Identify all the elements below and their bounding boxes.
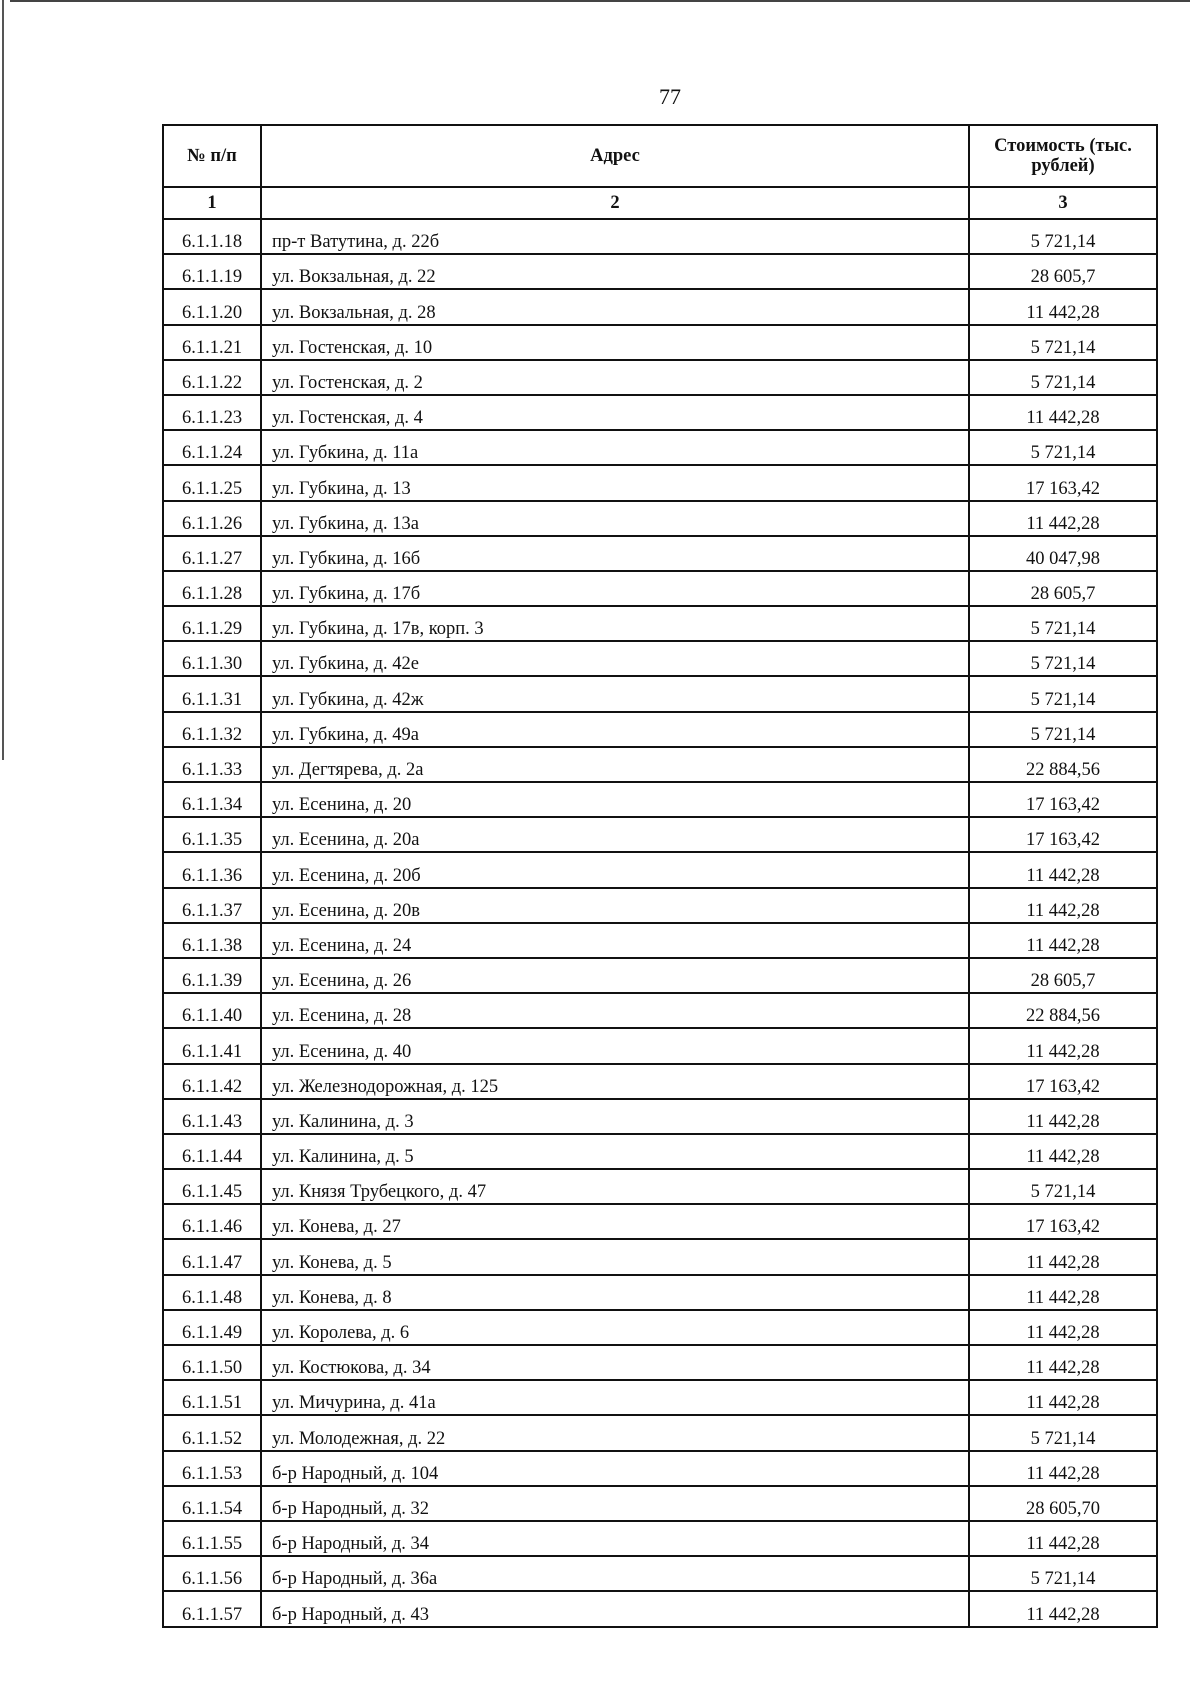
row-cost-cell: 11 442,28 bbox=[969, 1451, 1157, 1486]
row-address-cell: ул. Мичурина, д. 41а bbox=[261, 1380, 969, 1415]
row-number-cell: 6.1.1.45 bbox=[163, 1169, 261, 1204]
row-number-cell: 6.1.1.36 bbox=[163, 852, 261, 887]
row-address-cell: ул. Есенина, д. 20в bbox=[261, 888, 969, 923]
row-cost-cell: 5 721,14 bbox=[969, 360, 1157, 395]
table-header-row bbox=[163, 125, 1157, 187]
row-number-cell: 6.1.1.55 bbox=[163, 1521, 261, 1556]
table-row bbox=[163, 1064, 1157, 1099]
row-cost-cell: 11 442,28 bbox=[969, 1310, 1157, 1345]
row-number-cell: 6.1.1.21 bbox=[163, 325, 261, 360]
table-row bbox=[163, 289, 1157, 324]
row-cost-cell: 5 721,14 bbox=[969, 606, 1157, 641]
row-cost-cell: 22 884,56 bbox=[969, 993, 1157, 1028]
row-number-cell: 6.1.1.40 bbox=[163, 993, 261, 1028]
row-number-cell: 6.1.1.28 bbox=[163, 571, 261, 606]
row-number-cell: 6.1.1.19 bbox=[163, 254, 261, 289]
row-number-cell: 6.1.1.30 bbox=[163, 641, 261, 676]
row-address-cell: ул. Молодежная, д. 22 bbox=[261, 1415, 969, 1450]
table-row bbox=[163, 501, 1157, 536]
scan-edge-top bbox=[10, 0, 1190, 2]
row-number-cell: 6.1.1.24 bbox=[163, 430, 261, 465]
row-address-cell: ул. Есенина, д. 28 bbox=[261, 993, 969, 1028]
table-row bbox=[163, 1451, 1157, 1486]
table-row bbox=[163, 1099, 1157, 1134]
header-cost: Стоимость (тыс. рублей) bbox=[969, 125, 1157, 187]
row-address-cell: ул. Есенина, д. 24 bbox=[261, 923, 969, 958]
row-number-cell: 6.1.1.42 bbox=[163, 1064, 261, 1099]
row-cost-cell: 22 884,56 bbox=[969, 747, 1157, 782]
table-row bbox=[163, 1239, 1157, 1274]
table-row bbox=[163, 1415, 1157, 1450]
row-cost-cell: 5 721,14 bbox=[969, 219, 1157, 254]
table-row bbox=[163, 1380, 1157, 1415]
row-number-cell: 6.1.1.33 bbox=[163, 747, 261, 782]
table-row bbox=[163, 360, 1157, 395]
table-row bbox=[163, 852, 1157, 887]
row-address-cell: б-р Народный, д. 34 bbox=[261, 1521, 969, 1556]
table-row bbox=[163, 782, 1157, 817]
row-cost-cell: 5 721,14 bbox=[969, 1169, 1157, 1204]
row-address-cell: ул. Дегтярева, д. 2а bbox=[261, 747, 969, 782]
table-row bbox=[163, 993, 1157, 1028]
table-row bbox=[163, 254, 1157, 289]
row-cost-cell: 11 442,28 bbox=[969, 1345, 1157, 1380]
row-address-cell: ул. Есенина, д. 20а bbox=[261, 817, 969, 852]
row-number-cell: 6.1.1.47 bbox=[163, 1239, 261, 1274]
row-cost-cell: 28 605,7 bbox=[969, 958, 1157, 993]
row-address-cell: ул. Королева, д. 6 bbox=[261, 1310, 969, 1345]
row-cost-cell: 5 721,14 bbox=[969, 1415, 1157, 1450]
page-number: 77 bbox=[659, 84, 681, 109]
row-cost-cell: 11 442,28 bbox=[969, 852, 1157, 887]
table-row bbox=[163, 676, 1157, 711]
row-cost-cell: 11 442,28 bbox=[969, 1275, 1157, 1310]
row-cost-cell: 5 721,14 bbox=[969, 712, 1157, 747]
table-row bbox=[163, 606, 1157, 641]
row-cost-cell: 11 442,28 bbox=[969, 888, 1157, 923]
row-cost-cell: 11 442,28 bbox=[969, 1134, 1157, 1169]
row-address-cell: ул. Губкина, д. 13 bbox=[261, 465, 969, 500]
row-cost-cell: 28 605,70 bbox=[969, 1486, 1157, 1521]
table-row bbox=[163, 923, 1157, 958]
row-address-cell: ул. Гостенская, д. 4 bbox=[261, 395, 969, 430]
table-row bbox=[163, 1521, 1157, 1556]
row-address-cell: ул. Губкина, д. 17в, корп. 3 bbox=[261, 606, 969, 641]
row-number-cell: 6.1.1.22 bbox=[163, 360, 261, 395]
row-cost-cell: 5 721,14 bbox=[969, 325, 1157, 360]
row-number-cell: 6.1.1.27 bbox=[163, 536, 261, 571]
table-row bbox=[163, 1275, 1157, 1310]
table-row bbox=[163, 571, 1157, 606]
row-cost-cell: 11 442,28 bbox=[969, 1099, 1157, 1134]
row-number-cell: 6.1.1.54 bbox=[163, 1486, 261, 1521]
row-address-cell: ул. Губкина, д. 42е bbox=[261, 641, 969, 676]
row-number-cell: 6.1.1.20 bbox=[163, 289, 261, 324]
row-cost-cell: 11 442,28 bbox=[969, 501, 1157, 536]
table-row bbox=[163, 747, 1157, 782]
table-row bbox=[163, 465, 1157, 500]
row-address-cell: ул. Костюкова, д. 34 bbox=[261, 1345, 969, 1380]
row-cost-cell: 17 163,42 bbox=[969, 1204, 1157, 1239]
row-address-cell: ул. Есенина, д. 40 bbox=[261, 1028, 969, 1063]
row-cost-cell: 28 605,7 bbox=[969, 254, 1157, 289]
row-cost-cell: 17 163,42 bbox=[969, 782, 1157, 817]
table-row bbox=[163, 1345, 1157, 1380]
row-cost-cell: 11 442,28 bbox=[969, 1239, 1157, 1274]
row-number-cell: 6.1.1.48 bbox=[163, 1275, 261, 1310]
row-number-cell: 6.1.1.51 bbox=[163, 1380, 261, 1415]
row-number-cell: 6.1.1.31 bbox=[163, 676, 261, 711]
row-number-cell: 6.1.1.41 bbox=[163, 1028, 261, 1063]
address-cost-table-container bbox=[162, 124, 1156, 1628]
row-number-cell: 6.1.1.39 bbox=[163, 958, 261, 993]
row-address-cell: ул. Губкина, д. 42ж bbox=[261, 676, 969, 711]
row-number-cell: 6.1.1.23 bbox=[163, 395, 261, 430]
row-address-cell: ул. Губкина, д. 16б bbox=[261, 536, 969, 571]
row-cost-cell: 40 047,98 bbox=[969, 536, 1157, 571]
row-number-cell: 6.1.1.26 bbox=[163, 501, 261, 536]
table-row bbox=[163, 1310, 1157, 1345]
column-number-1: 1 bbox=[163, 187, 261, 219]
row-address-cell: ул. Есенина, д. 26 bbox=[261, 958, 969, 993]
row-cost-cell: 17 163,42 bbox=[969, 817, 1157, 852]
row-number-cell: 6.1.1.18 bbox=[163, 219, 261, 254]
row-cost-cell: 11 442,28 bbox=[969, 395, 1157, 430]
row-cost-cell: 17 163,42 bbox=[969, 1064, 1157, 1099]
row-number-cell: 6.1.1.35 bbox=[163, 817, 261, 852]
row-address-cell: ул. Калинина, д. 5 bbox=[261, 1134, 969, 1169]
table-row bbox=[163, 1134, 1157, 1169]
row-number-cell: 6.1.1.38 bbox=[163, 923, 261, 958]
row-address-cell: ул. Губкина, д. 17б bbox=[261, 571, 969, 606]
header-number: № п/п bbox=[163, 125, 261, 187]
table-row bbox=[163, 395, 1157, 430]
row-address-cell: ул. Конева, д. 5 bbox=[261, 1239, 969, 1274]
table-row bbox=[163, 1204, 1157, 1239]
row-number-cell: 6.1.1.37 bbox=[163, 888, 261, 923]
table-row bbox=[163, 219, 1157, 254]
row-address-cell: ул. Конева, д. 27 bbox=[261, 1204, 969, 1239]
row-cost-cell: 11 442,28 bbox=[969, 289, 1157, 324]
row-cost-cell: 17 163,42 bbox=[969, 465, 1157, 500]
row-address-cell: ул. Губкина, д. 11а bbox=[261, 430, 969, 465]
row-address-cell: ул. Есенина, д. 20б bbox=[261, 852, 969, 887]
row-address-cell: б-р Народный, д. 104 bbox=[261, 1451, 969, 1486]
row-number-cell: 6.1.1.50 bbox=[163, 1345, 261, 1380]
address-cost-table bbox=[162, 124, 1158, 1628]
row-address-cell: ул. Есенина, д. 20 bbox=[261, 782, 969, 817]
row-address-cell: ул. Вокзальная, д. 28 bbox=[261, 289, 969, 324]
row-address-cell: ул. Губкина, д. 13а bbox=[261, 501, 969, 536]
table-row bbox=[163, 817, 1157, 852]
scan-edge-left bbox=[2, 0, 4, 760]
row-number-cell: 6.1.1.29 bbox=[163, 606, 261, 641]
table-row bbox=[163, 641, 1157, 676]
row-cost-cell: 11 442,28 bbox=[969, 923, 1157, 958]
row-address-cell: ул. Вокзальная, д. 22 bbox=[261, 254, 969, 289]
table-row bbox=[163, 1169, 1157, 1204]
row-cost-cell: 11 442,28 bbox=[969, 1380, 1157, 1415]
row-cost-cell: 5 721,14 bbox=[969, 1556, 1157, 1591]
row-address-cell: ул. Гостенская, д. 10 bbox=[261, 325, 969, 360]
table-row bbox=[163, 536, 1157, 571]
table-row bbox=[163, 958, 1157, 993]
table-row bbox=[163, 325, 1157, 360]
row-address-cell: ул. Гостенская, д. 2 bbox=[261, 360, 969, 395]
row-number-cell: 6.1.1.56 bbox=[163, 1556, 261, 1591]
table-row bbox=[163, 1028, 1157, 1063]
table-body bbox=[163, 219, 1157, 1627]
column-number-2: 2 bbox=[261, 187, 969, 219]
row-address-cell: ул. Калинина, д. 3 bbox=[261, 1099, 969, 1134]
row-address-cell: б-р Народный, д. 32 bbox=[261, 1486, 969, 1521]
table-row bbox=[163, 888, 1157, 923]
table-row bbox=[163, 712, 1157, 747]
table-row bbox=[163, 430, 1157, 465]
table-row bbox=[163, 1556, 1157, 1591]
row-address-cell: ул. Князя Трубецкого, д. 47 bbox=[261, 1169, 969, 1204]
row-number-cell: 6.1.1.34 bbox=[163, 782, 261, 817]
row-cost-cell: 28 605,7 bbox=[969, 571, 1157, 606]
row-cost-cell: 11 442,28 bbox=[969, 1028, 1157, 1063]
table-row bbox=[163, 1486, 1157, 1521]
row-address-cell: б-р Народный, д. 36а bbox=[261, 1556, 969, 1591]
row-number-cell: 6.1.1.52 bbox=[163, 1415, 261, 1450]
row-address-cell: ул. Железнодорожная, д. 125 bbox=[261, 1064, 969, 1099]
row-address-cell: б-р Народный, д. 43 bbox=[261, 1591, 969, 1626]
row-address-cell: ул. Конева, д. 8 bbox=[261, 1275, 969, 1310]
row-number-cell: 6.1.1.43 bbox=[163, 1099, 261, 1134]
header-address: Адрес bbox=[261, 125, 969, 187]
row-cost-cell: 5 721,14 bbox=[969, 641, 1157, 676]
row-number-cell: 6.1.1.57 bbox=[163, 1591, 261, 1626]
row-cost-cell: 5 721,14 bbox=[969, 430, 1157, 465]
row-number-cell: 6.1.1.53 bbox=[163, 1451, 261, 1486]
column-number-row bbox=[163, 187, 1157, 219]
row-number-cell: 6.1.1.49 bbox=[163, 1310, 261, 1345]
row-address-cell: пр-т Ватутина, д. 22б bbox=[261, 219, 969, 254]
table-row bbox=[163, 1591, 1157, 1626]
row-number-cell: 6.1.1.32 bbox=[163, 712, 261, 747]
row-cost-cell: 11 442,28 bbox=[969, 1591, 1157, 1626]
row-number-cell: 6.1.1.25 bbox=[163, 465, 261, 500]
row-cost-cell: 5 721,14 bbox=[969, 676, 1157, 711]
row-number-cell: 6.1.1.46 bbox=[163, 1204, 261, 1239]
row-address-cell: ул. Губкина, д. 49а bbox=[261, 712, 969, 747]
row-cost-cell: 11 442,28 bbox=[969, 1521, 1157, 1556]
column-number-3: 3 bbox=[969, 187, 1157, 219]
row-number-cell: 6.1.1.44 bbox=[163, 1134, 261, 1169]
